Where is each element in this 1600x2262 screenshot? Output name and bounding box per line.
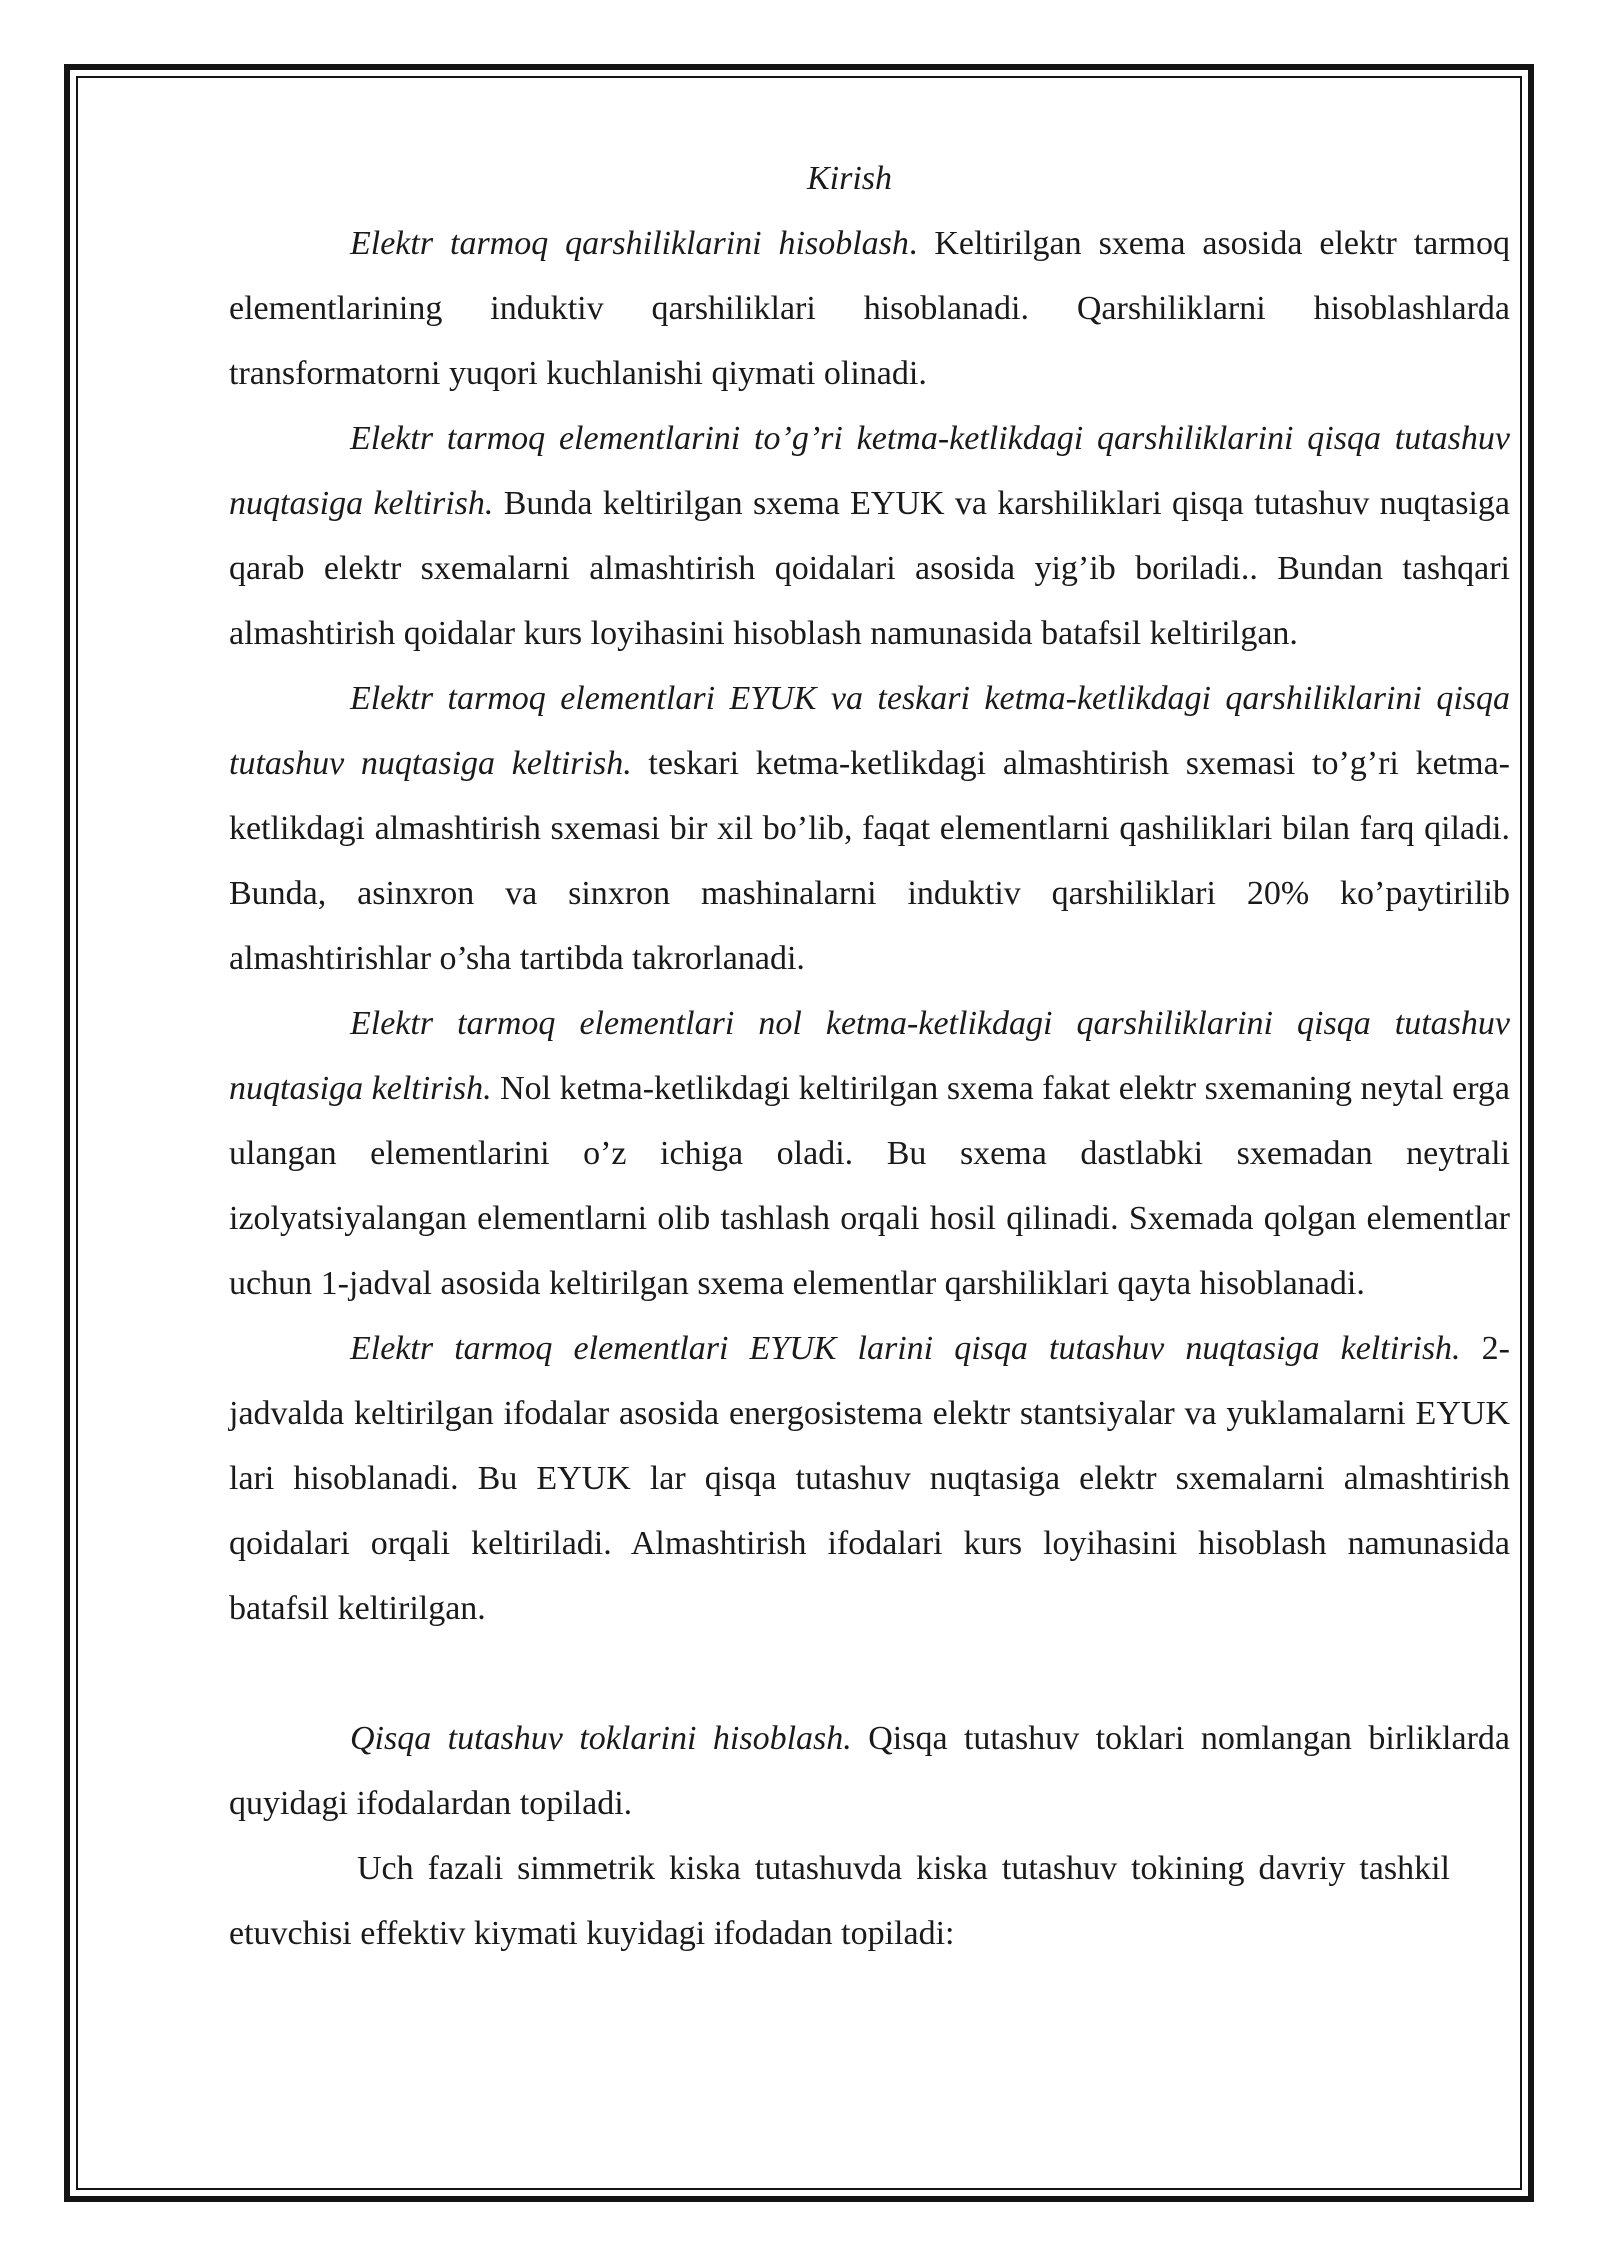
paragraph-6-lead: Qisqa tutashuv toklarini hisoblash. bbox=[350, 1720, 852, 1757]
paragraph-5-text: 2-jadvalda keltirilgan ifodalar asosida energosistema elektr stantsiyalar va yuklamalarni EYUK lari hisoblanadi. Bu EYUK lar qisqa tutashuv nuqtasiga elektr sxemalarni almashtirish qoidalari orqali keltiriladi. Almashtirish ifodalari kurs loyihasini hisoblash namunasida batafsil keltirilgan. bbox=[229, 1330, 1510, 1627]
paragraph-5 bbox=[229, 1316, 1510, 1641]
paragraph-4-text: Nol ketma-ketlikdagi keltirilgan sxema fakat elektr sxemaning neytal erga ulangan elementlarini o’z ichiga oladi. Bu sxema dastlabki sxemadan neytrali izolyatsiyalangan elementlarni olib tashlash orqali hosil qilinadi. Sxemada qolgan elementlar uchun 1-jadval asosida keltirilgan sxema elementlar qarshiliklari qayta hisoblanadi. bbox=[229, 1070, 1510, 1302]
paragraph-5-lead: Elektr tarmoq elementlari EYUK larini qisqa tutashuv nuqtasiga keltirish. bbox=[350, 1330, 1461, 1367]
paragraph-6-text: Qisqa tutashuv toklari nomlangan birliklarda quyidagi ifodalardan topiladi. bbox=[229, 1720, 1510, 1822]
paragraph-1-text: . Keltirilgan sxema asosida elektr tarmoq elementlarining induktiv qarshiliklari hisoblanadi. Qarshiliklarni hisoblashlarda transformatorni yuqori kuchlanishi qiymati olinadi. bbox=[229, 225, 1511, 392]
paragraph-7-text: Uch fazali simmetrik kiska tutashuvda kiska tutashuv tokining davriy tashkil etuvchisi effektiv kiymati kuyidagi ifodadan topiladi: bbox=[229, 1850, 1450, 1952]
paragraph-3-text: teskari ketma-ketlikdagi almashtirish sxemasi to’g’ri ketma-ketlikdagi almashtirish sxemasi bir xil bo’lib, faqat elementlarni qashiliklari bilan farq qiladi. Bunda, asinxron va sinxron mashinalarni induktiv qarshiliklari 20% ko’paytirilib almashtirishlar o’sha tartibda takrorlanadi. bbox=[229, 745, 1510, 977]
paragraph-7 bbox=[229, 1836, 1450, 1966]
paragraph-2 bbox=[229, 406, 1510, 666]
paragraph-6 bbox=[229, 1706, 1510, 1836]
paragraph-3-lead: Elektr tarmoq elementlari EYUK va teskari ketma-ketlikdagi qarshiliklarini qisqa tutashuv nuqtasiga keltirish. bbox=[229, 680, 1510, 782]
paragraph-1-lead: Elektr tarmoq qarshiliklarini hisoblash bbox=[350, 225, 909, 262]
paragraph-2-lead: Elektr tarmoq elementlarini to’g’ri ketma-ketlikdagi qarshiliklarini qisqa tutashuv nuqtasiga keltirish. bbox=[229, 420, 1510, 522]
paragraph-4 bbox=[229, 991, 1510, 1316]
paragraph-1 bbox=[229, 211, 1510, 406]
paragraph-4-lead: Elektr tarmoq elementlari nol ketma-ketlikdagi qarshiliklarini qisqa tutashuv nuqtasiga keltirish. bbox=[229, 1005, 1510, 1107]
paragraph-2-text: Bunda keltirilgan sxema EYUK va karshiliklari qisqa tutashuv nuqtasiga qarab elektr sxemalarni almashtirish qoidalari asosida yig’ib boriladi.. Bundan tashqari almashtirish qoidalar kurs loyihasini hisoblash namunasida batafsil keltirilgan. bbox=[229, 485, 1510, 652]
document-title: Kirish bbox=[806, 160, 893, 197]
paragraph-3 bbox=[229, 666, 1510, 991]
document-body bbox=[229, 146, 1510, 1966]
